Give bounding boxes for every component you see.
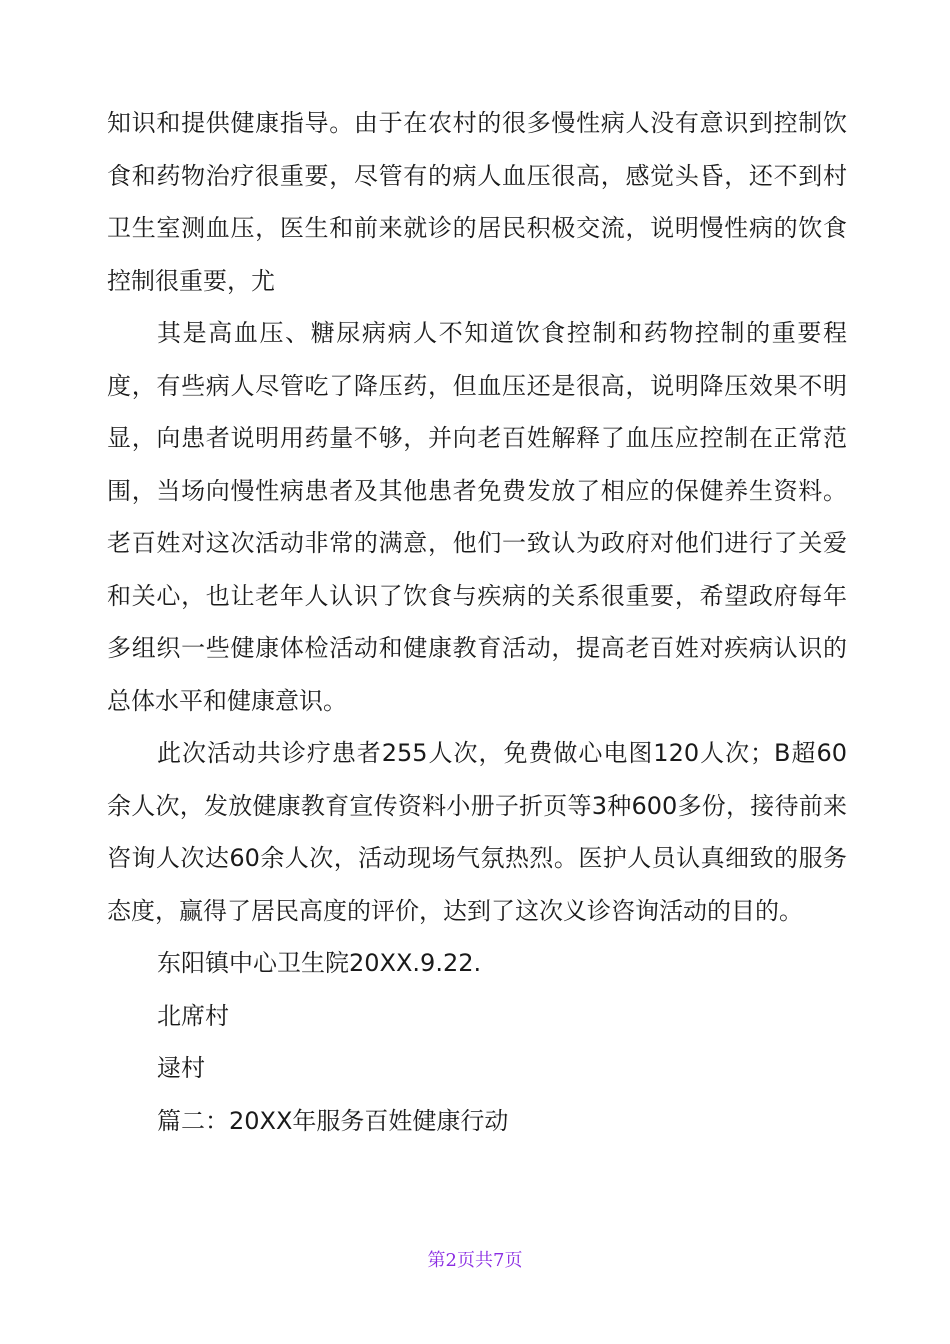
village-line-1: 北席村 (157, 1001, 229, 1030)
paragraph-2: 其是高血压、糖尿病病人不知道饮食控制和药物控制的重要程度，有些病人尽管吃了降压药，但血压还是很高，说明降压效果不明显，向患者说明用药量不够，并向老百姓解释了血压应控制在正常范围，当场向慢性病患者及其他患者免费发放了相应的保健养生资料。老百姓对这次活动非常的满意，他们一致认为政府对他们进行了关爱和关心，也让老年人认识了饮食与疾病的关系很重要，希望政府每年多组织一些健康体检活动和健康教育活动，提高老百姓对疾病认识的总体水平和健康意识。 (107, 319, 847, 715)
paragraph-1: 知识和提供健康指导。由于在农村的很多慢性病人没有意识到控制饮食和药物治疗很重要，尽管有的病人血压很高，感觉头昏，还不到村卫生室测血压，医生和前来就诊的居民积极交流，说明慢性病的饮食控制很重要，尤 (107, 109, 847, 295)
village-line-2: 逯村 (157, 1054, 205, 1082)
signature-line: 东阳镇中心卫生院20XX.9.22. (157, 949, 482, 977)
document-body (107, 97, 847, 1147)
paragraph-3: 此次活动共诊疗患者255人次，免费做心电图120人次；B超60余人次，发放健康教育宣传资料小册子折页等3种600多份，接待前来咨询人次达60余人次，活动现场气氛热烈。医护人员认真细致的服务态度，赢得了居民高度的评价，达到了这次义诊咨询活动的目的。 (107, 739, 847, 925)
page-footer: 第2页共7页 (427, 1250, 523, 1271)
section-heading: 篇二：20XX年服务百姓健康行动 (157, 1106, 509, 1135)
